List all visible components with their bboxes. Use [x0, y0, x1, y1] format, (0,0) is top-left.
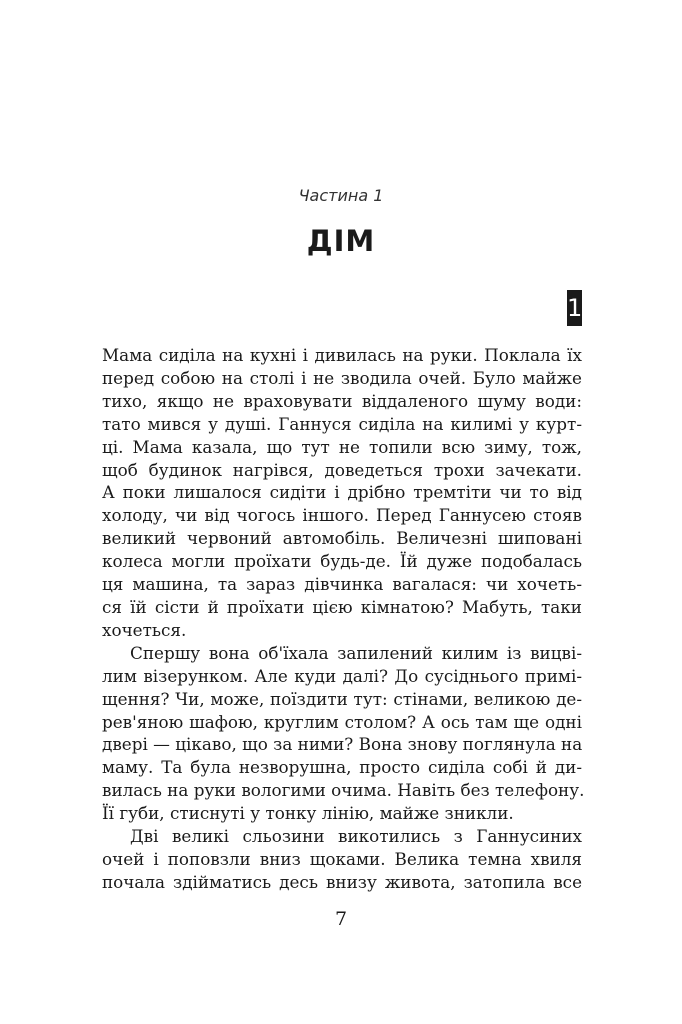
text-line: щення? Чи, може, поїздити тут: стінами, великою де-: [102, 688, 582, 709]
page-number: 7: [334, 908, 348, 930]
text-line: колеса могли проїхати будь-де. Їй дуже подобалась: [102, 551, 582, 572]
text-line: лим візерунком. Але куди далі? До сусіднього примі-: [102, 665, 582, 686]
text-line: ця машина, та зараз дівчинка вагалася: чи хочеть-: [102, 574, 582, 595]
text-line: Дві великі сльозини викотились з Ганнусиних: [130, 826, 582, 847]
text-line: хочеться.: [102, 619, 187, 640]
text-line: Мама сиділа на кухні і дивилась на руки. Поклала їх: [102, 345, 582, 365]
text-line: ці. Мама казала, що тут не топили всю зиму, тож,: [102, 436, 582, 457]
text-line: перед собою на столі і не зводила очей. Було майже: [102, 367, 582, 388]
text-line: почала здійматись десь внизу живота, затопила все: [102, 871, 582, 892]
text-line: Спершу вона об'їхала запилений килим із вицві-: [130, 642, 582, 663]
text-line: холоду, чи від чогось іншого. Перед Ганнусею стояв: [102, 505, 582, 526]
text-line: рев'яною шафою, круглим столом? А ось там ще одні: [102, 711, 582, 732]
text-line: тато мився у душі. Ганнуся сиділа на килимі у курт-: [102, 413, 582, 434]
text-line: тихо, якщо не враховувати віддаленого шуму води:: [102, 390, 582, 411]
chapter-title: ДІМ: [306, 224, 376, 258]
text-line: ся їй сісти й проїхати цією кімнатою? Мабуть, таки: [102, 596, 582, 617]
text-line: великий червоний автомобіль. Величезні шиповані: [102, 528, 582, 549]
text-line: двері — цікаво, що за ними? Вона знову поглянула на: [102, 734, 583, 755]
text-line: очей і поповзли вниз щоками. Велика темна хвиля: [102, 848, 582, 869]
text-line: А поки лишалося сидіти і дрібно тремтіти чи то від: [102, 482, 582, 503]
text-line: маму. Та була незворушна, просто сиділа собі й ди-: [102, 757, 582, 778]
text-line: вилась на руки вологими очима. Навіть без телефону.: [102, 780, 585, 801]
text-line: Її губи, стиснуті у тонку лінію, майже зникли.: [102, 803, 514, 824]
chapter-number-badge: 1: [567, 290, 582, 326]
body-text: [102, 344, 585, 894]
text-line: щоб будинок нагрівся, доведеться трохи зачекати.: [102, 459, 582, 480]
part-label: Частина 1: [298, 186, 384, 205]
